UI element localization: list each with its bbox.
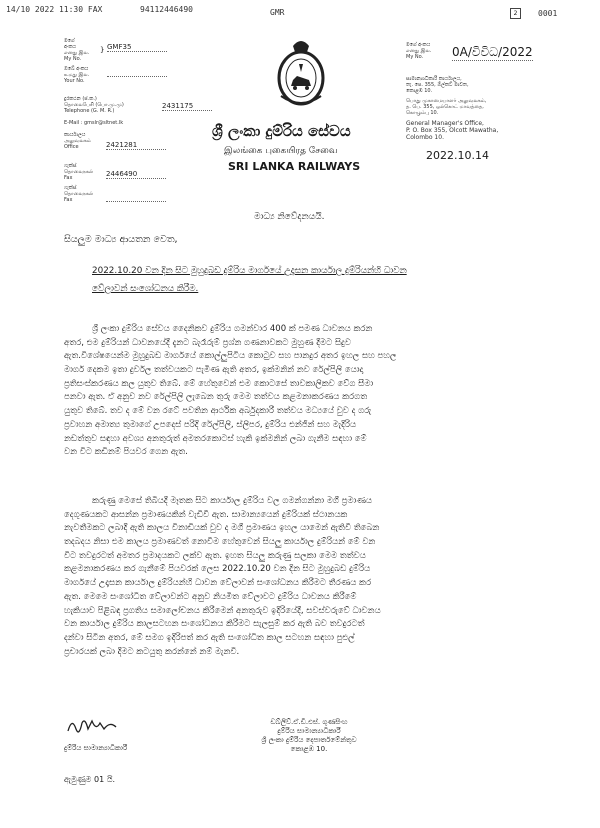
reference-number: 0A/විවිධ/2022 [452, 45, 533, 59]
fax-value: 2446490 [106, 170, 166, 179]
my-no-label: මගේ අංකය எனது இல. My No. [64, 38, 90, 62]
fax2-value [106, 200, 166, 202]
office-label: කාර්යාලය அலுவலகம் Office [64, 132, 91, 150]
right-my-no-label: මගේ අංකය எனது இல. My No. [406, 42, 432, 60]
fax-sender: GMR [270, 8, 285, 17]
letterhead-tamil-name: இலங்கை புகையிரத சேவை [224, 146, 338, 156]
page-counter-icon: 2 [510, 8, 521, 19]
email-address[interactable]: E-Mail : gmslr@sltnet.lk [64, 120, 124, 126]
signatory-block: ඩබ්ලිව්.ඒ.ඩී.එස්. ගුණසිංහ දුම්රිය සාමාන්‍යාධිකාරී ශ්‍රී ලංකා දුම්රිය දෙපාර්තමේන්තුව කොළඹ 10. [261, 718, 357, 753]
letterhead-sinhala-name: ශ්‍රී ලංකා දුම්රිය සේවය [212, 122, 351, 140]
attachment-note: ඇමුණුම 01 යි. [64, 775, 115, 784]
fax-datetime: 14/10 2022 11:30 FAX [6, 5, 103, 14]
office-value: 2421281 [106, 141, 166, 150]
letter-date: 2022.10.14 [426, 149, 489, 162]
fax-label: ෆැක්ස් தொலைநகல் Fax [64, 163, 94, 181]
paragraph-2: කරුණු මෙසේ තිබියදී මෑතක සිට කාර්යාල දුම්රිය වල ගමන්ගන්නා මගී ප්‍රමාණය දෙගුණයකට ආසන්න ප්‍රමාණයකින් වැඩිවී ඇත. සාමාන්‍යයෙන් දුම්රියක් ස්ථානයක නැවතීමකට ලබාදී ඇති කාලය විනාඩියක් වුව ද මගී ප්‍රමාණය ඉහල යාමෙන් ඇතිවී තිබෙන තදබදය නිසා එම කාලය ප්‍රමාණවත් නොවීම හේතුවෙන් සියලු කාර්යාල දුම්රියන් මේ වන විට තවදුරටත් අමතර ප්‍රමාදයකට ලක්ව ඇත. ඉහත සියලු කරුණු සලකා මෙම තත්වය කළමනාකරණය කර ගැනීමේ පියවරක් ලෙස 2022.10.20 වන දින සිට මුහුදුබඩ දුම්රිය මාර්ගයේ උදෑසන කාර්යාල දුම්රියන්හි ධාවන වේලාවන් සංශෝධනය කිරීමට තීරණය කර ඇත. මෙමෙ සංශෝධිත වේලාවන්ට අනුව නියමිත වේලාවට දුම්රිය ධාවනය කිරීමේ හැකියාව පිළිබඳ ප්‍රගතිය සමාලෝචනය කිරීමෙන් අනතුරුව ඉදිරියේදී, සවස්වරුවේ ධාවනය වන කාර්යාල දුම්රිය කාලසටහන සංශෝධනය කිරීමට සැලසුම් කර ඇති බව තවදුරටත් දන්වා සිටින අතර, මේ සමග ඉදිරිපත් කර ඇති සංශෝධිත කාල සටහන සඳහා පුළුල් ප්‍රචාරයක් ලබා දීමට කටයුතු කරන්නේ නම් මැනවි. [64, 496, 381, 657]
my-no-value: GMF35 [107, 43, 167, 52]
signature-title: දුම්රිය සාමාන්‍යාධිකාරී [64, 744, 128, 752]
paragraph-1: ශ්‍රී ලංකා දුම්රිය සේවය දෛනිකව දුම්රිය ගමන්වාර 400 ක් පමණ ධාවනය කරන අතර, එම දුම්රියන් ධාවනයේදී දැනට බැරෑරුම් ප්‍රශ්න ගණනාවකට මුහුණ දීමට සිදුව ඇත.විශේෂයෙන්ම මුහුදුබඩ මාර්ගයේ කොල්ලුපිටිය කොටුව සහ පානදුර අතර ඉහල සහ පහල මාර්ග දෙකම ඉතා දුර්වල තත්වයකට පැමිණ ඇති අතර, ඉක්මනින් නව රේල්පිලි යොදා ප්‍රතිසංස්කරණය කල යුතුව තිබේ. මේ හේතුවෙන් එම කොටසේ තාවකාලිකව වේග සීමා පනවා ඇත. ඒ අනුව නව රේල්පිලි ලැබෙන තුරු මෙම තත්වය කළමනාකරණය කරගත යුතුව තිබේ. තව ද මේ වන රටේ පවතින ආර්ථික අර්බුදකාරී තත්වය මධ්‍යයේ වුව ද ගරු ප්‍රවාහන අමාත්‍ය තුමාගේ උපදෙස් පරිදි රේල්පිලි, ස්ලිපර, දුම්රිය එන්ජින් සහ මැදිරිය නඩත්තුව සඳහා අවශ්‍ය අනතුරුත් අමතරකොටස් හැකි ඉක්මනින් ලබා ගැනීම සඳහා මේ වන විට කඩිනම් පියවර ගෙන ඇත. [64, 324, 397, 458]
office-address: සාමාන්‍යාධිකාරී කාර්යාලය, තැ. පෙ. 355, ඕල්කට් මාවත, කොළඹ 10. பொது முகாமையாளர் அலுவலகம், த. பெ. 355, ஒல்கொட் மாவத்தை, கொழும்பு 10. General Manager's Office, P. O. Box 355, Olcott Mawatha, Colombo 10. [406, 76, 499, 141]
fax2-label: ෆැක්ස් தொலைநகல் Fax [64, 185, 94, 203]
fax-number: 94112446490 [140, 5, 193, 14]
handwritten-signature [66, 715, 126, 741]
your-no-value [107, 75, 167, 77]
sri-lanka-railways-emblem-icon [273, 36, 329, 108]
your-no-label: ඔබේ අංකය உமது இல. Your No. [64, 66, 90, 84]
press-release-heading: මාධ්‍ය නිවේදනයයි. [254, 212, 325, 222]
telephone-label: දුරකථන (ජ.ක.) தொலைபேசி (பொ.மு.மு) Telephone (G. M. R.) [64, 96, 124, 114]
letterhead-english-name: SRI LANKA RAILWAYS [228, 160, 361, 173]
telephone-value: 2431175 [162, 102, 212, 111]
fax-page-number: 0001 [538, 9, 558, 18]
letter-subject: 2022.10.20 වන දින සිට මුහුදුබඩ දුම්රිය මාර්ගයේ උදෑසන කාර්යාල දුම්රියන්හි ධාවන වේලාවන් සංශෝධනය කිරීම. [92, 266, 407, 294]
salutation: සියලුම මාධ්‍ය ආයතන වෙත, [64, 234, 178, 245]
